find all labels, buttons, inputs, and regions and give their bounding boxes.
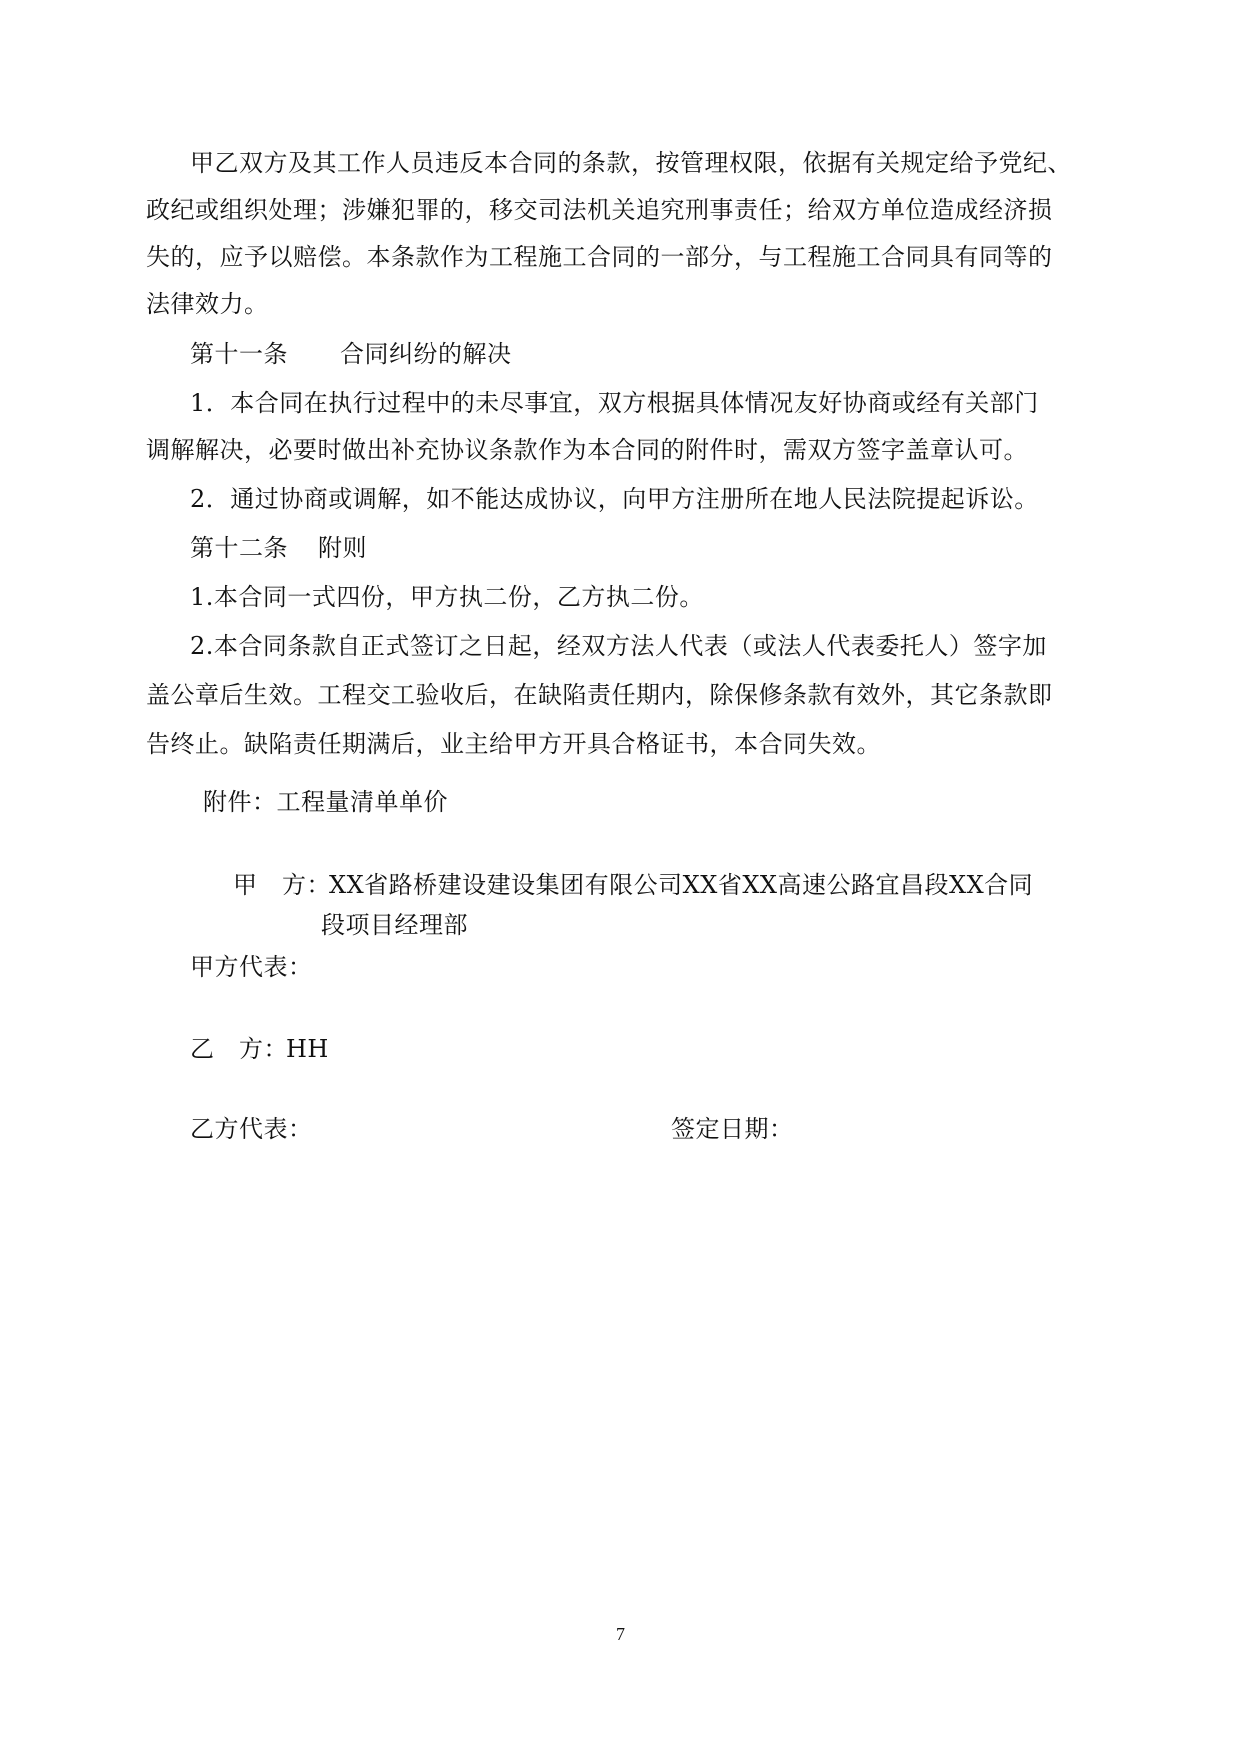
party-b-name: HH: [286, 1035, 329, 1063]
liability-line-2: 政纪或组织处理；涉嫌犯罪的，移交司法机关追究刑事责任；给双方单位造成经济损: [146, 196, 1053, 224]
article-12-heading: [190, 531, 367, 565]
liability-line-4: 法律效力。: [146, 290, 269, 318]
article-12-number: 第十二条: [190, 534, 288, 562]
article-12-item-2-line-2: 盖公章后生效。工程交工验收后，在缺陷责任期内，除保修条款有效外，其它条款即: [146, 681, 1053, 709]
party-a-name: XX省路桥建设建设集团有限公司XX省XX高速公路宜昌段XX合同: [329, 871, 1034, 899]
liability-line-1: 甲乙双方及其工作人员违反本合同的条款，按管理权限，依据有关规定给予党纪、: [190, 149, 1072, 177]
article-11-title: 合同纠纷的解决: [340, 340, 512, 368]
article-11-item-1-line-2: 调解解决，必要时做出补充协议条款作为本合同的附件时，需双方签字盖章认可。: [146, 436, 1028, 464]
article-12-item-1: 1.本合同一式四份，甲方执二份，乙方执二份。: [190, 583, 704, 611]
attachment-line: 附件：工程量清单单价: [203, 788, 448, 816]
article-11-heading: [190, 337, 512, 371]
party-a-label: 甲 方：: [233, 871, 331, 899]
party-a-rep-label: 甲方代表：: [190, 953, 313, 981]
party-b-line: [190, 1032, 329, 1066]
article-12-item-2-line-1: 2.本合同条款自正式签订之日起，经双方法人代表（或法人代表委托人）签字加: [190, 632, 1047, 660]
party-b-label: 乙 方：: [190, 1035, 288, 1063]
article-11-item-1-line-1: 1．本合同在执行过程中的未尽事宜，双方根据具体情况友好协商或经有关部门: [190, 389, 1039, 417]
sign-date-label: 签定日期：: [671, 1115, 794, 1143]
article-11-number: 第十一条: [190, 340, 288, 368]
party-a-name-line-2: 段项目经理部: [321, 911, 468, 939]
article-12-title: 附则: [318, 534, 367, 562]
party-b-rep-label: 乙方代表：: [190, 1115, 313, 1143]
party-a-line-1: [233, 868, 1033, 902]
article-12-item-2-line-3: 告终止。缺陷责任期满后，业主给甲方开具合格证书，本合同失效。: [146, 730, 881, 758]
page-number: 7: [616, 1624, 625, 1644]
liability-line-3: 失的，应予以赔偿。本条款作为工程施工合同的一部分，与工程施工合同具有同等的: [146, 243, 1053, 271]
article-11-item-2: 2．通过协商或调解，如不能达成协议，向甲方注册所在地人民法院提起诉讼。: [190, 485, 1039, 513]
